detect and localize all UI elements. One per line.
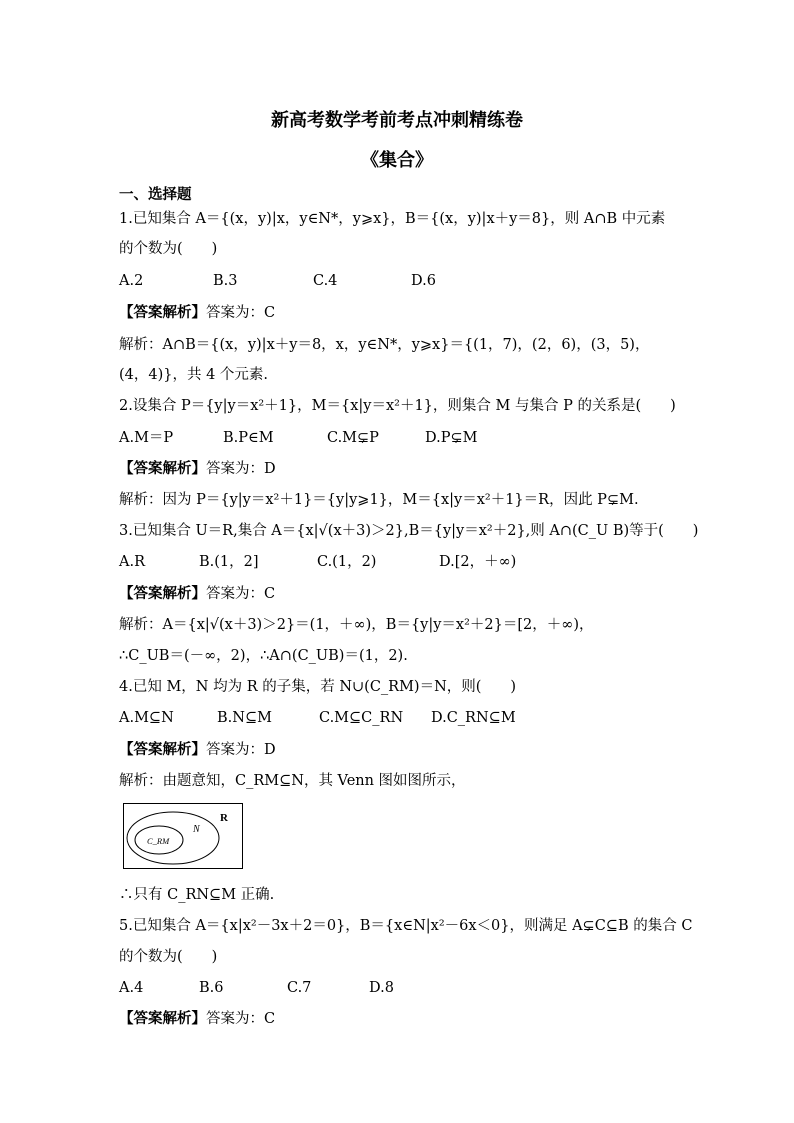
q1-answer	[119, 302, 275, 324]
q3-explanation-line1: 解析：A＝{x|√(x＋3)＞2}＝(1，＋∞)，B＝{y|y＝x²＋2}＝[2，＋∞)，	[119, 617, 594, 633]
q1-stem-line1: 1.已知集合 A＝{(x，y)|x，y∈N*，y⩾x}，B＝{(x，y)|x＋y＝8}，则 A∩B 中元素	[119, 211, 666, 227]
q4-answer	[119, 739, 276, 761]
answer-label: 【答案解析】	[119, 460, 206, 477]
q4-option-c: C.M⊆C_RN	[319, 710, 404, 726]
venn-diagram	[123, 803, 243, 869]
q5-options	[119, 977, 394, 999]
section-heading: 一、选择题	[119, 186, 192, 203]
q3-option-a: A.R	[119, 554, 145, 570]
q3-options	[119, 551, 516, 573]
q1-explanation-line2: (4，4)}，共 4 个元素.	[119, 367, 269, 383]
q5-option-a: A.4	[119, 980, 144, 996]
venn-set-n	[127, 812, 219, 864]
document-subtitle: 《集合》	[361, 150, 433, 171]
q4-stem: 4.已知 M，N 均为 R 的子集，若 N∪(C_RM)＝N，则( )	[119, 679, 517, 695]
q3-stem: 3.已知集合 U＝R,集合 A＝{x|√(x＋3)＞2},B＝{y|y＝x²＋2},则 A∩(C_U B)等于( )	[119, 523, 699, 539]
venn-label-crm: C_RM	[147, 836, 170, 846]
q2-options	[119, 427, 477, 449]
q1-stem-line2: 的个数为( )	[119, 241, 218, 257]
q5-stem-line2: 的个数为( )	[119, 949, 218, 965]
q2-explanation: 解析：因为 P＝{y|y＝x²＋1}＝{y|y⩾1}，M＝{x|y＝x²＋1}＝R，因此 P⊊M.	[119, 492, 639, 508]
q1-option-d: D.6	[411, 273, 436, 289]
answer-label: 【答案解析】	[119, 1010, 206, 1027]
q5-option-c: C.7	[287, 980, 312, 996]
answer-label: 【答案解析】	[119, 585, 206, 602]
venn-label-n: N	[193, 824, 200, 835]
q3-option-d: D.[2，＋∞)	[439, 554, 517, 570]
q4-explanation-line2: ∴只有 C_RN⊆M 正确.	[119, 887, 275, 903]
q5-option-d: D.8	[369, 980, 394, 996]
q1-explanation-line1: 解析：A∩B＝{(x，y)|x＋y＝8，x，y∈N*，y⩾x}＝{(1，7)，(2，6)，(3，5)，	[119, 337, 650, 353]
q3-answer-text: 答案为：C	[206, 586, 276, 602]
venn-label-r: R	[220, 812, 228, 824]
answer-label: 【答案解析】	[119, 741, 206, 758]
q4-options	[119, 707, 516, 729]
q4-option-a: A.M⊆N	[119, 710, 174, 726]
q2-answer-text: 答案为：D	[206, 461, 276, 477]
q3-answer	[119, 583, 275, 605]
q3-explanation-line2: ∴C_UB＝(－∞，2)，∴A∩(C_UB)＝(1，2).	[119, 648, 408, 664]
q4-explanation-line1: 解析：由题意知，C_RM⊆N，其 Venn 图如图所示，	[119, 773, 466, 789]
q1-option-a: A.2	[119, 273, 144, 289]
q5-answer	[119, 1008, 275, 1030]
q5-answer-text: 答案为：C	[206, 1011, 276, 1027]
q3-option-c: C.(1，2)	[317, 554, 377, 570]
q2-stem: 2.设集合 P＝{y|y＝x²＋1}，M＝{x|y＝x²＋1}，则集合 M 与集合 P 的关系是( )	[119, 398, 676, 414]
q1-option-b: B.3	[213, 273, 238, 289]
q2-answer	[119, 458, 276, 480]
q2-option-b: B.P∈M	[223, 430, 274, 446]
q4-option-d: D.C_RN⊆M	[431, 710, 516, 726]
q2-option-c: C.M⊊P	[327, 430, 379, 446]
q4-answer-text: 答案为：D	[206, 742, 276, 758]
q1-options	[119, 270, 436, 292]
q2-option-a: A.M＝P	[119, 430, 174, 446]
q3-option-b: B.(1，2]	[199, 554, 259, 570]
q1-option-c: C.4	[313, 273, 338, 289]
q2-option-d: D.P⊊M	[425, 430, 478, 446]
q5-option-b: B.6	[199, 980, 224, 996]
answer-label: 【答案解析】	[119, 304, 206, 321]
document-title: 新高考数学考前考点冲刺精练卷	[271, 110, 523, 131]
q1-answer-text: 答案为：C	[206, 305, 276, 321]
q5-stem-line1: 5.已知集合 A＝{x|x²－3x＋2＝0}，B＝{x∈N|x²－6x＜0}，则满足 A⊊C⊆B 的集合 C	[119, 918, 693, 934]
q4-option-b: B.N⊆M	[217, 710, 272, 726]
